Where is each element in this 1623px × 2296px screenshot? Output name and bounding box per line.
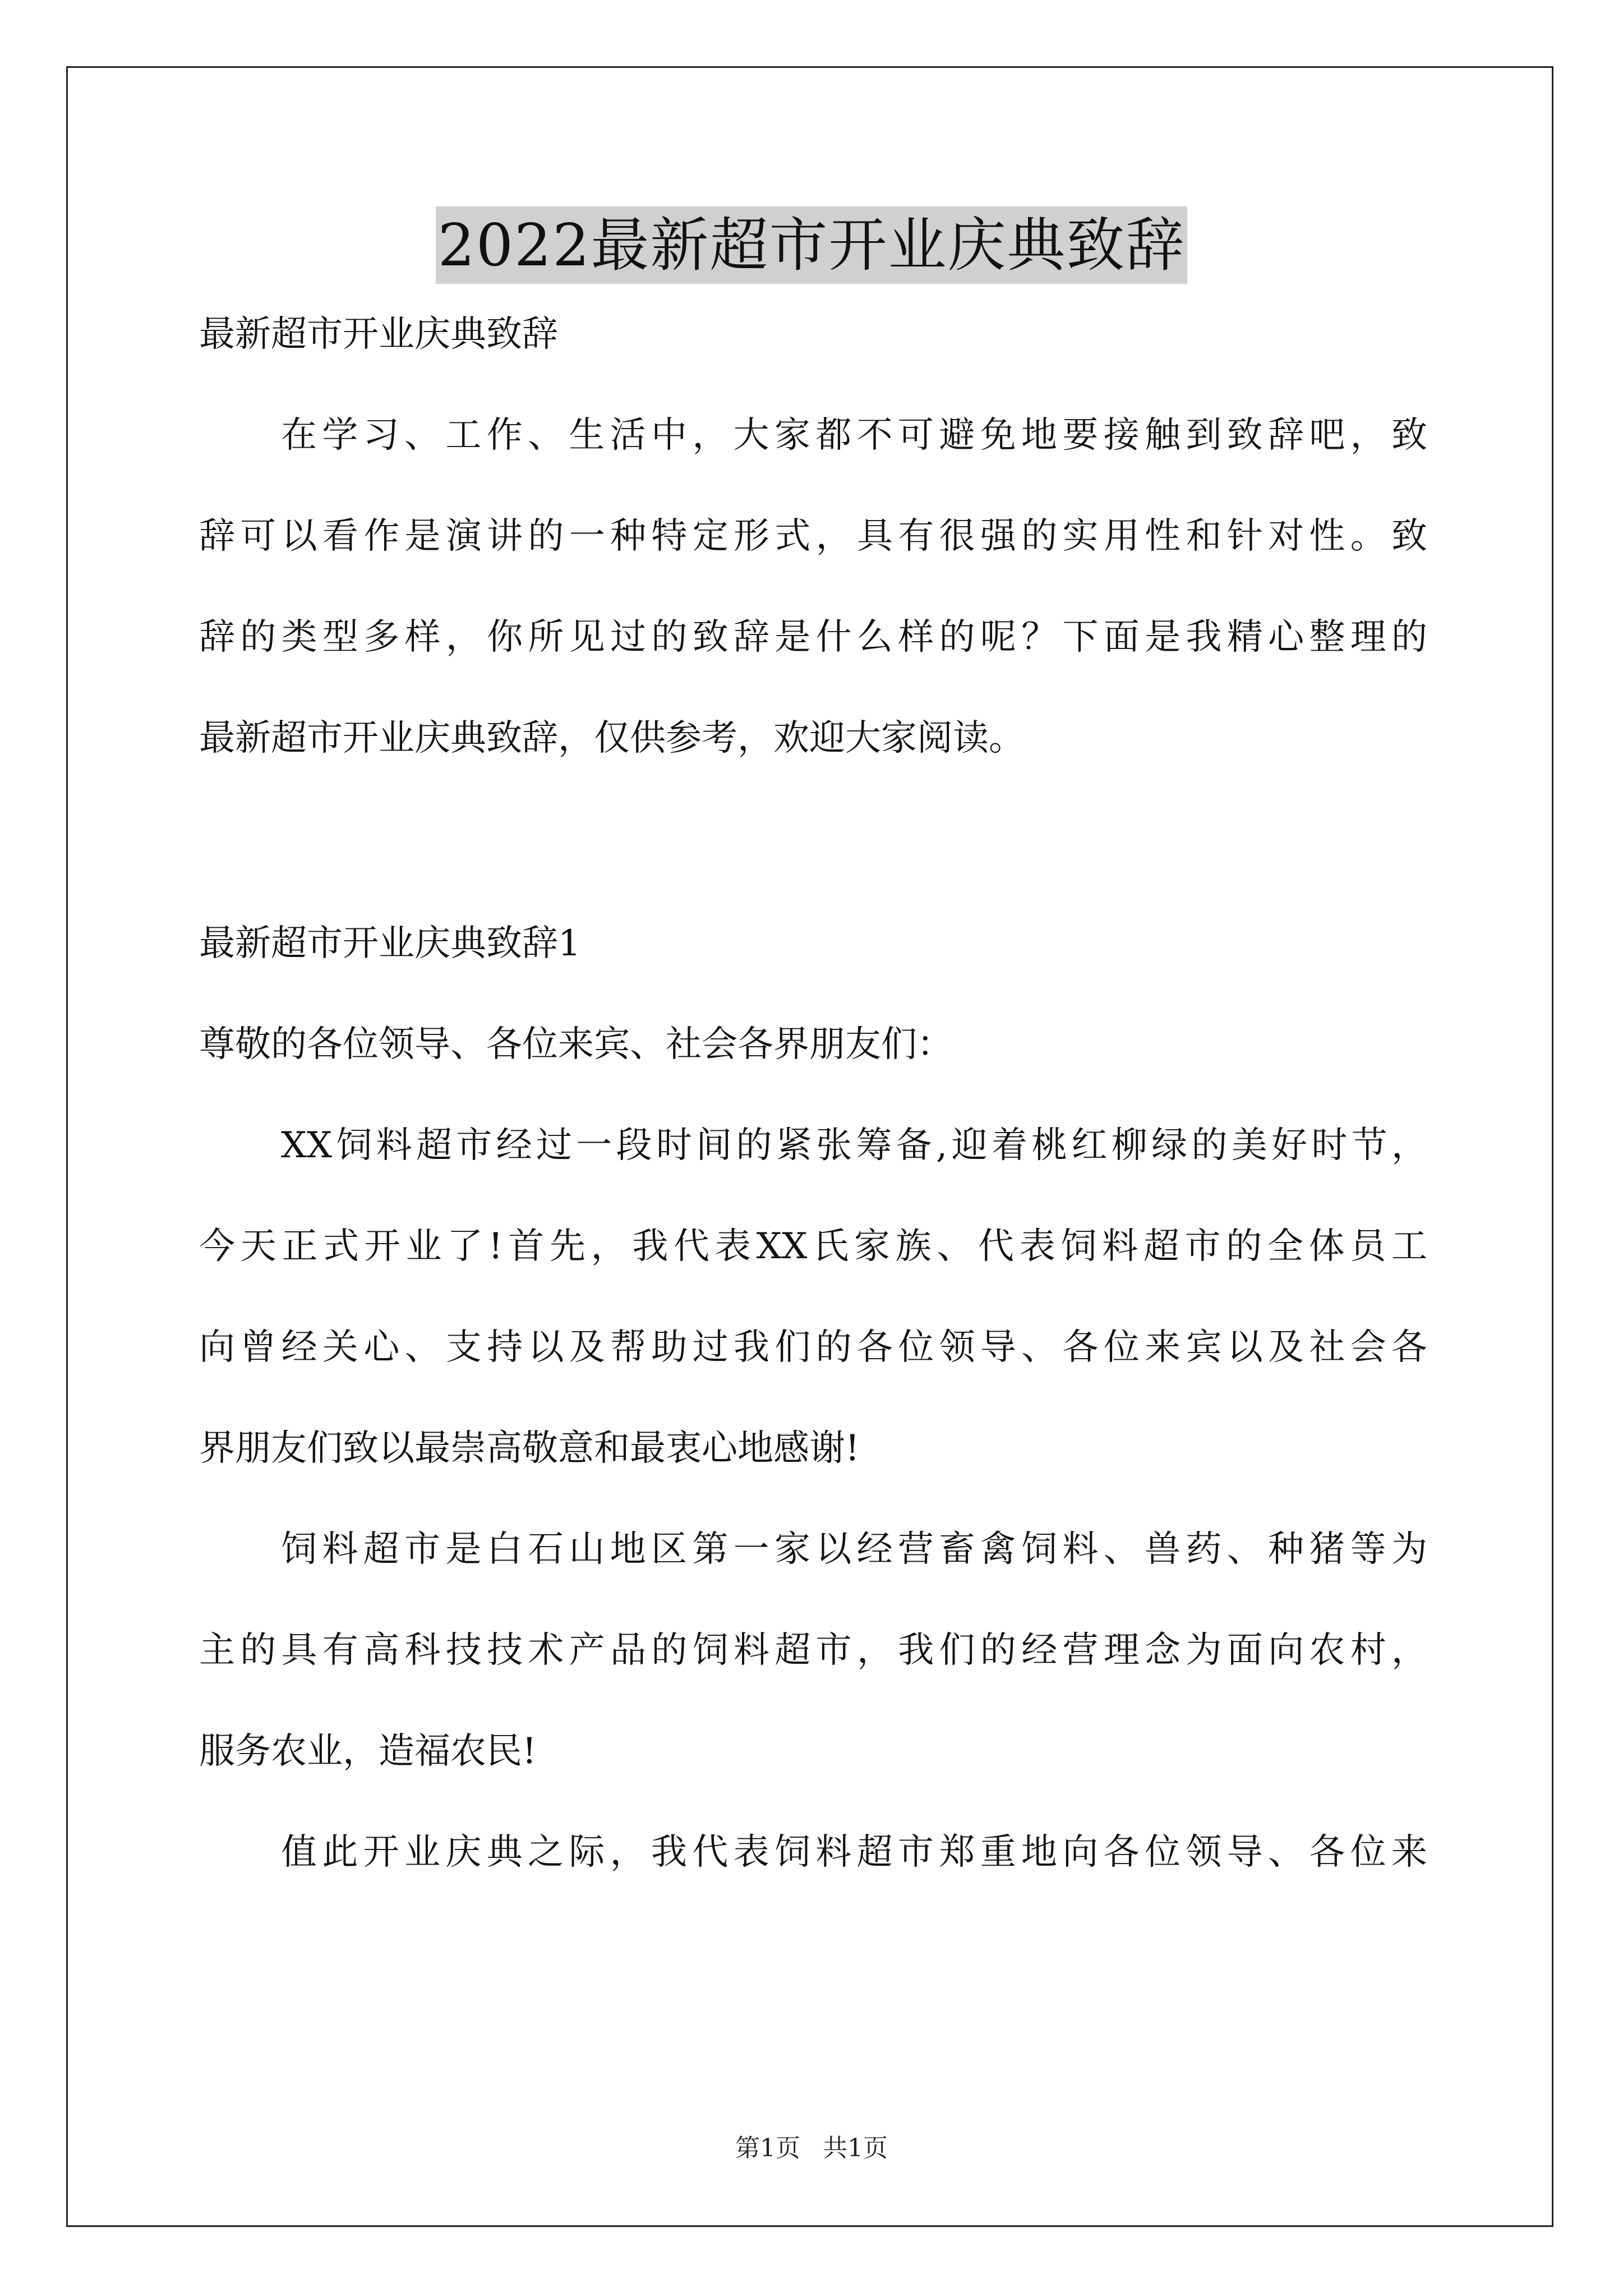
section-heading: 最新超市开业庆典致辞1 (199, 923, 581, 964)
paragraph-line: 在学习、工作、生活中，大家都不可避免地要接触到致辞吧，致 (281, 415, 1427, 456)
page-total: 共1页 (823, 2134, 888, 2162)
salutation: 尊敬的各位领导、各位来宾、社会各界朋友们： (199, 1024, 953, 1065)
paragraph-line: 界朋友们致以最崇高敬意和最衷心地感谢! (199, 1428, 860, 1469)
paragraph-line: 辞可以看作是演讲的一种特定形式，具有很强的实用性和针对性。致 (199, 516, 1427, 557)
paragraph-line: 主的具有高科技技术产品的饲料超市，我们的经营理念为面向农村， (199, 1630, 1427, 1671)
paragraph-line: 服务农业，造福农民! (199, 1731, 537, 1772)
paragraph-line: 最新超市开业庆典致辞，仅供参考，欢迎大家阅读。 (199, 717, 1025, 759)
paragraph-line: XX饲料超市经过一段时间的紧张筹备,迎着桃红柳绿的美好时节， (281, 1125, 1427, 1166)
section-heading: 最新超市开业庆典致辞 (199, 314, 558, 355)
page-number: 第1页 (735, 2134, 800, 2162)
paragraph-line: 今天正式开业了!首先，我代表XX氏家族、代表饲料超市的全体员工 (199, 1226, 1427, 1267)
paragraph-line: 向曾经关心、支持以及帮助过我们的各位领导、各位来宾以及社会各 (199, 1327, 1427, 1368)
paragraph-line: 饲料超市是白石山地区第一家以经营畜禽饲料、兽药、种猪等为 (281, 1529, 1427, 1570)
paragraph-line: 辞的类型多样，你所见过的致辞是什么样的呢？下面是我精心整理的 (199, 616, 1427, 658)
document-title: 2022最新超市开业庆典致辞 (436, 206, 1188, 284)
page-footer (0, 2132, 1623, 2165)
title-container (0, 206, 1623, 284)
document-body (199, 307, 1427, 1879)
paragraph-line: 值此开业庆典之际，我代表饲料超市郑重地向各位领导、各位来 (281, 1832, 1427, 1873)
